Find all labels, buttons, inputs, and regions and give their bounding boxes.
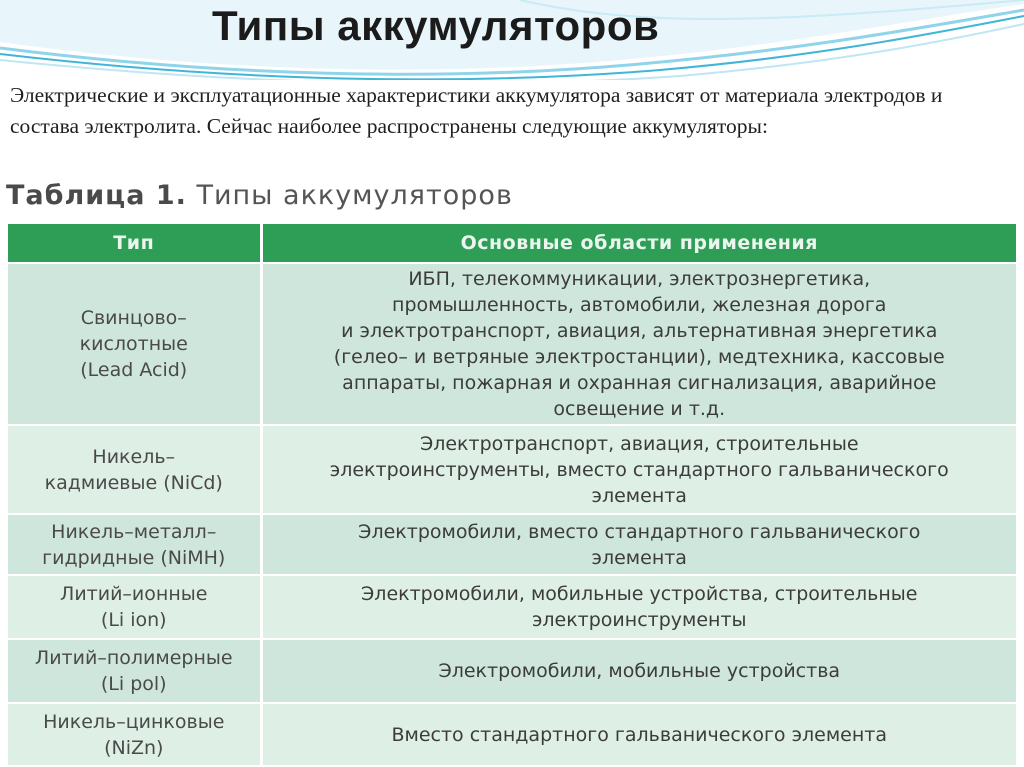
page-title: Типы аккумуляторов <box>212 2 660 49</box>
areas-text: Вместо стандартного гальванического элемента <box>391 723 888 746</box>
areas-text: Электромобили, мобильные устройства <box>438 660 841 682</box>
battery-types-table <box>8 224 1016 765</box>
header-areas: Основные области применения <box>261 224 1016 263</box>
table-row <box>8 639 1016 703</box>
cell-areas <box>261 263 1016 425</box>
cell-type <box>8 575 261 639</box>
header-type: Тип <box>8 224 261 263</box>
intro-paragraph: Электрические и эксплуатационные характеристики аккумулятора зависят от материала электродов и состава электролита. Сейчас наиболее распространены следующие аккумуляторы: <box>10 83 943 138</box>
type-text: Никель–цинковые (NiZn) <box>43 710 225 759</box>
type-text: Литий–полимерные (Li pol) <box>34 647 233 695</box>
table-caption-title: Типы аккумуляторов <box>196 180 513 211</box>
cell-areas <box>261 575 1016 639</box>
areas-text: Электромобили, мобильные устройства, строительные электроинструменты <box>361 583 918 631</box>
cell-type <box>8 263 261 425</box>
table-row <box>8 425 1016 514</box>
table-row <box>8 263 1016 425</box>
areas-text: ИБП, телекоммуникации, электрознергетика, промышленность, автомобили, железная дорога и электротранспорт, авиация, альтернативная энергетика (гелео– и ветряные электростанции), медтехника, кассовые аппараты, пожарная и охранная сигнализация, аварийное освещение и т.д. <box>333 268 945 420</box>
table-caption <box>6 180 513 211</box>
cell-areas <box>261 639 1016 703</box>
table-header-row <box>8 224 1016 263</box>
table-row <box>8 514 1016 575</box>
table-row <box>8 575 1016 639</box>
cell-areas <box>261 514 1016 575</box>
cell-type <box>8 703 261 765</box>
type-text: Свинцово– кислотные (Lead Acid) <box>79 307 188 381</box>
cell-areas <box>261 425 1016 514</box>
type-text: Литий–ионные (Li ion) <box>60 583 208 631</box>
type-text: Никель– кадмиевые (NiCd) <box>44 445 223 494</box>
cell-type <box>8 514 261 575</box>
cell-areas <box>261 703 1016 765</box>
cell-type <box>8 425 261 514</box>
table-caption-number: Таблица 1. <box>6 180 187 211</box>
areas-text: Электромобили, вместо стандартного гальванического элемента <box>358 520 921 569</box>
areas-text: Электротранспорт, авиация, строительные электроинструменты, вместо стандартного гальванического элемента <box>329 432 949 507</box>
table-row <box>8 703 1016 765</box>
type-text: Никель–металл– гидридные (NiMH) <box>42 520 226 569</box>
cell-type <box>8 639 261 703</box>
